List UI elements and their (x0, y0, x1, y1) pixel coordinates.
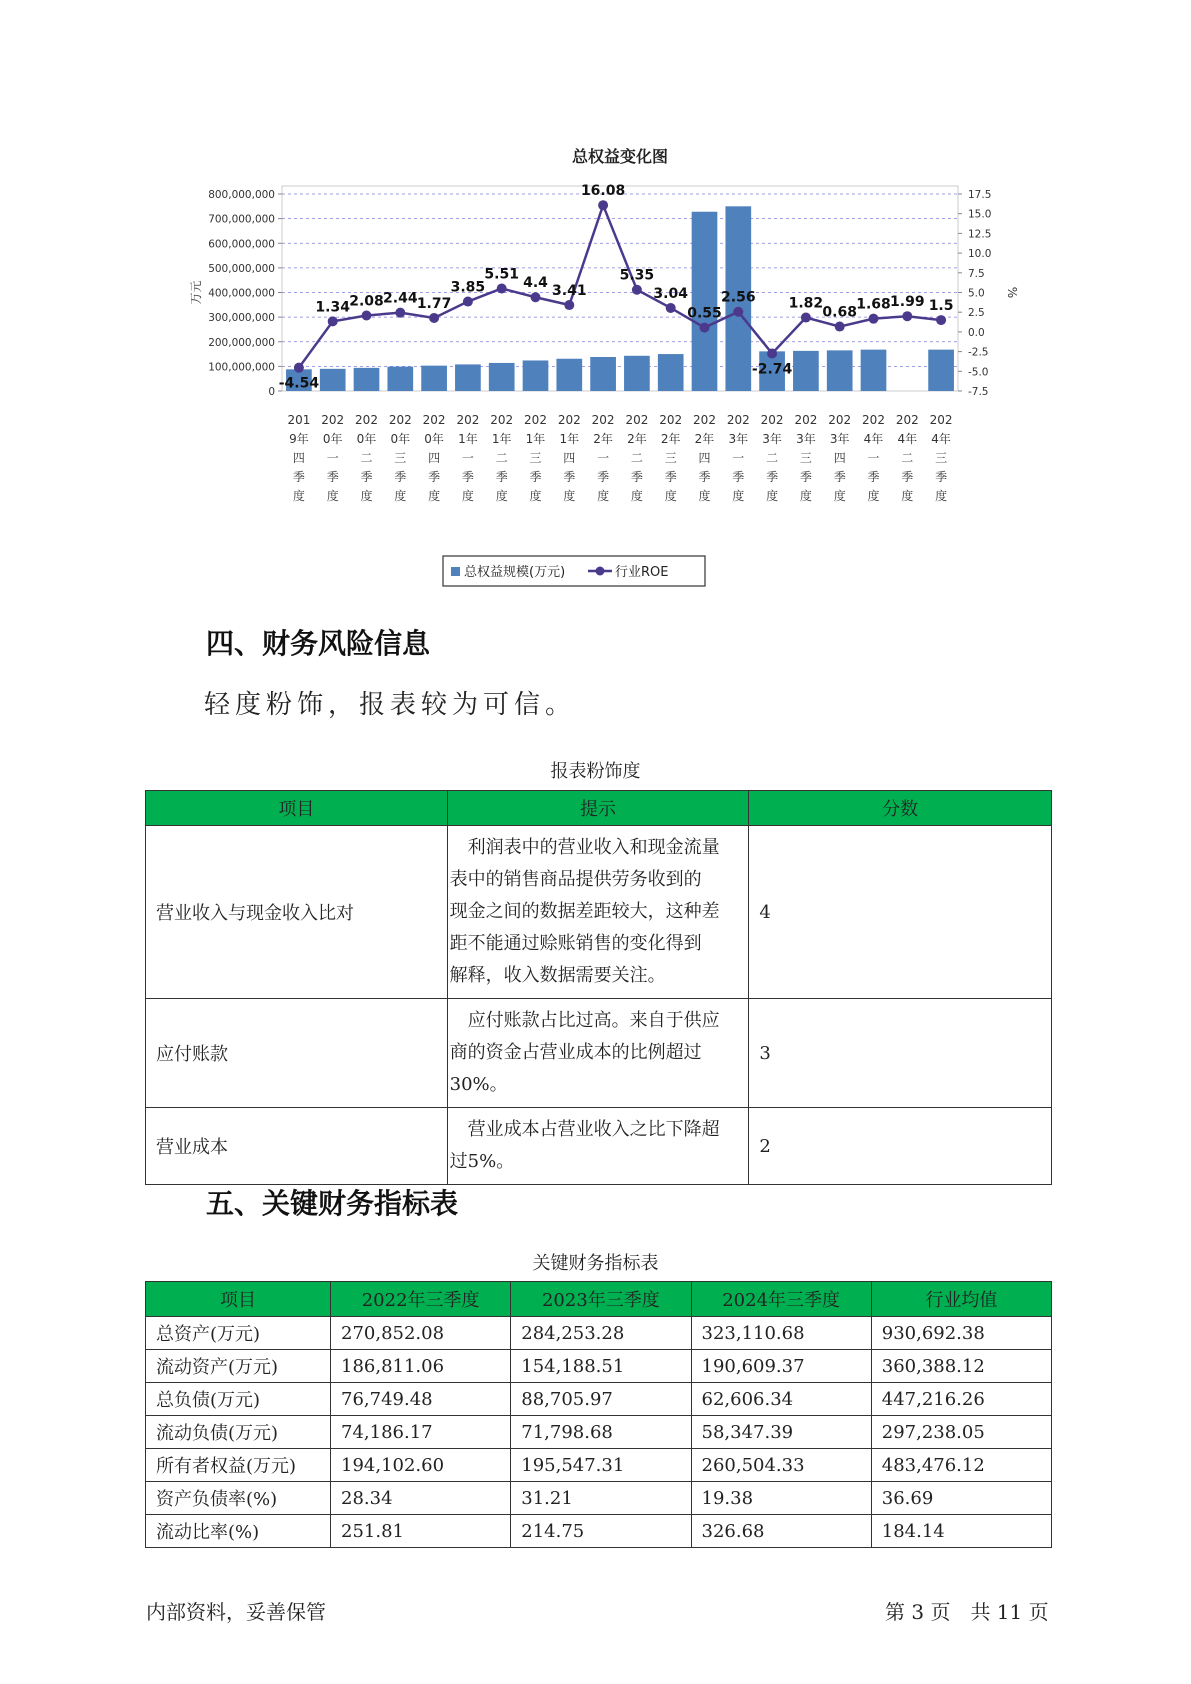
risk-item: 营业成本 (146, 1108, 448, 1185)
x-tick-label: 0年 (424, 432, 444, 446)
kpi-2024q3: 19.38 (691, 1482, 871, 1515)
section4-heading: 四、财务风险信息 (206, 627, 431, 660)
kpi-industry-avg: 483,476.12 (871, 1449, 1051, 1482)
roe-point (294, 363, 304, 373)
kpi-header-2022q3: 2022年三季度 (331, 1282, 511, 1317)
roe-point (362, 311, 372, 321)
x-tick-label: 四 (833, 451, 846, 465)
y2-tick-label: 7.5 (968, 267, 985, 280)
x-tick-label: 四 (428, 451, 441, 465)
y2-tick-label: -7.5 (968, 386, 989, 398)
roe-point (869, 314, 879, 324)
x-tick-label: 三 (799, 451, 812, 465)
y2-tick-label: -2.5 (968, 346, 989, 359)
risk-summary: 轻度粉饰，报表较为可信。 (204, 690, 577, 720)
x-tick-label: 2年 (627, 432, 647, 446)
roe-point (463, 297, 473, 307)
x-tick-label: 度 (360, 489, 373, 503)
x-tick-label: 度 (766, 489, 779, 503)
roe-data-label: -2.74 (751, 361, 793, 378)
bar (793, 351, 819, 391)
kpi-2022q3: 28.34 (331, 1482, 511, 1515)
table-row (146, 1108, 1052, 1185)
y2-tick-label: 5.0 (968, 287, 985, 300)
legend-line-marker (596, 567, 605, 576)
x-tick-label: 季 (360, 470, 373, 484)
x-tick-label: 202 (895, 413, 919, 427)
x-tick-label: 度 (326, 489, 339, 503)
header-tip: 提示 (447, 791, 749, 826)
x-tick-label: 一 (326, 451, 339, 465)
roe-point (632, 285, 642, 295)
x-tick-label: 度 (563, 489, 576, 503)
kpi-industry-avg: 36.69 (871, 1482, 1051, 1515)
x-tick-label: 1年 (491, 432, 512, 446)
y-tick-label: 500,000,000 (208, 262, 275, 275)
x-tick-label: 季 (563, 470, 576, 484)
x-tick-label: 四 (292, 451, 305, 465)
x-tick-label: 度 (597, 489, 610, 503)
kpi-2023q3: 154,188.51 (511, 1350, 691, 1383)
equity-chart (180, 138, 1019, 598)
kpi-2022q3: 74,186.17 (331, 1416, 511, 1449)
bar (590, 357, 616, 391)
risk-item: 营业收入与现金收入比对 (146, 826, 448, 999)
roe-data-label: 2.56 (721, 289, 756, 306)
roe-point (497, 283, 507, 293)
x-tick-label: 度 (935, 489, 948, 503)
bar (928, 350, 954, 391)
x-tick-label: 季 (394, 470, 407, 484)
x-tick-label: 202 (929, 413, 953, 427)
x-tick-label: 202 (693, 413, 716, 427)
x-tick-label: 二 (766, 451, 779, 465)
x-tick-label: 3年 (796, 432, 816, 446)
risk-tip (447, 826, 749, 999)
risk-tip-line: 距不能通过赊账销售的变化得到 (449, 933, 702, 954)
roe-data-label: 3.04 (653, 285, 688, 302)
y-tick-label: 0 (268, 386, 275, 398)
risk-tip-line: 商的资金占营业成本的比例超过 (449, 1042, 702, 1063)
x-tick-label: 4年 (931, 432, 951, 446)
legend-line-label: 行业ROE (615, 565, 669, 580)
kpi-industry-avg: 184.14 (871, 1515, 1051, 1548)
y2-tick-label: 15.0 (968, 208, 992, 221)
y2-tick-label: 10.0 (968, 248, 992, 261)
x-tick-label: 202 (490, 413, 514, 427)
x-tick-label: 202 (862, 413, 885, 427)
x-tick-label: 度 (901, 489, 914, 503)
x-tick-label: 季 (428, 470, 441, 484)
y-tick-label: 800,000,000 (208, 189, 275, 201)
risk-tip-line: 过5%。 (449, 1151, 515, 1172)
kpi-2023q3: 195,547.31 (511, 1449, 691, 1482)
x-tick-label: 二 (901, 451, 914, 465)
x-tick-label: 202 (760, 413, 784, 427)
risk-table-header (146, 791, 1052, 826)
roe-data-label: 0.68 (822, 304, 857, 321)
table-row (146, 1317, 1052, 1350)
x-tick-label: 202 (422, 413, 446, 427)
roe-data-label: 2.08 (349, 293, 384, 310)
x-tick-label: 季 (461, 470, 474, 484)
x-tick-label: 一 (597, 451, 610, 465)
kpi-2024q3: 260,504.33 (691, 1449, 871, 1482)
roe-point (801, 313, 811, 323)
roe-point (328, 316, 338, 326)
x-tick-label: 度 (428, 489, 441, 503)
y2-axis-label: % (1005, 286, 1019, 299)
header-item: 项目 (146, 791, 448, 826)
x-tick-label: 0年 (356, 432, 377, 446)
kpi-2022q3: 194,102.60 (331, 1449, 511, 1482)
x-tick-label: 度 (664, 489, 677, 503)
kpi-2024q3: 62,606.34 (691, 1383, 871, 1416)
kpi-2022q3: 251.81 (331, 1515, 511, 1548)
bar (523, 360, 549, 391)
roe-data-label: 1.82 (788, 295, 824, 312)
x-tick-label: 三 (394, 451, 407, 465)
x-tick-label: 季 (630, 470, 643, 484)
kpi-header-item: 项目 (146, 1282, 331, 1317)
x-tick-label: 度 (495, 489, 508, 503)
x-tick-label: 202 (355, 413, 378, 427)
x-tick-label: 季 (935, 470, 948, 484)
roe-point (531, 292, 541, 302)
x-tick-label: 度 (833, 489, 846, 503)
roe-data-label: 1.68 (856, 296, 891, 313)
legend-bar-swatch (451, 567, 460, 576)
x-tick-label: 季 (664, 470, 677, 484)
kpi-2023q3: 71,798.68 (511, 1416, 691, 1449)
kpi-item: 总负债(万元) (146, 1383, 331, 1416)
roe-point (902, 311, 912, 321)
kpi-item: 资产负债率(%) (146, 1482, 331, 1515)
roe-data-label: 1.34 (315, 299, 350, 316)
x-tick-label: 度 (698, 489, 711, 503)
bar (387, 367, 413, 391)
x-tick-label: 一 (461, 451, 474, 465)
risk-score: 3 (749, 999, 1052, 1108)
x-tick-label: 度 (630, 489, 643, 503)
roe-data-label: 3.85 (450, 279, 486, 296)
x-tick-label: 季 (867, 470, 880, 484)
risk-table-caption: 报表粉饰度 (550, 761, 641, 782)
x-tick-label: 3年 (728, 432, 749, 446)
y-tick-label: 300,000,000 (208, 312, 275, 325)
x-tick-label: 季 (529, 470, 542, 484)
x-tick-label: 0年 (322, 432, 343, 446)
kpi-item: 总资产(万元) (146, 1317, 331, 1350)
bar (861, 350, 887, 391)
roe-data-label: 3.41 (552, 283, 587, 300)
roe-point (564, 300, 574, 310)
roe-point (666, 303, 676, 313)
legend-bar-label: 总权益规模(万元) (464, 565, 566, 580)
roe-data-label: 5.35 (619, 267, 655, 284)
chart-title: 总权益变化图 (571, 147, 669, 166)
section5-heading: 五、关键财务指标表 (206, 1187, 459, 1220)
x-tick-label: 季 (732, 470, 745, 484)
kpi-industry-avg: 447,216.26 (871, 1383, 1051, 1416)
x-tick-label: 202 (625, 413, 649, 427)
bar (692, 212, 718, 391)
roe-data-label: 2.44 (383, 290, 418, 307)
risk-tip-line: 营业成本占营业收入之比下降超 (467, 1119, 720, 1140)
y2-tick-label: -5.0 (968, 366, 989, 379)
kpi-item: 所有者权益(万元) (146, 1449, 331, 1482)
kpi-2023q3: 88,705.97 (511, 1383, 691, 1416)
y2-tick-label: 0.0 (968, 326, 985, 339)
table-row (146, 999, 1052, 1108)
kpi-industry-avg: 297,238.05 (871, 1416, 1051, 1449)
equity-chart-svg (180, 138, 1019, 598)
bar (421, 366, 447, 391)
kpi-2023q3: 31.21 (511, 1482, 691, 1515)
footer-page-number: 第 3 页 共 11 页 (885, 1600, 1049, 1624)
risk-tip-line: 解释，收入数据需要关注。 (449, 965, 666, 986)
table-row (146, 1515, 1052, 1548)
x-tick-label: 202 (794, 413, 818, 427)
x-tick-label: 一 (732, 451, 745, 465)
roe-point (429, 313, 439, 323)
kpi-table-header (146, 1282, 1052, 1317)
x-tick-label: 4年 (897, 432, 918, 446)
roe-data-label: 5.51 (484, 266, 519, 283)
bar (455, 364, 481, 391)
footer-confidential: 内部资料，妥善保管 (146, 1600, 326, 1624)
risk-score: 2 (749, 1108, 1052, 1185)
x-tick-label: 1年 (458, 432, 478, 446)
roe-point (395, 308, 405, 318)
kpi-item: 流动资产(万元) (146, 1350, 331, 1383)
x-tick-label: 二 (630, 451, 643, 465)
roe-point (700, 323, 710, 333)
x-tick-label: 202 (828, 413, 852, 427)
risk-tip (447, 999, 749, 1108)
kpi-table-body (146, 1317, 1052, 1548)
kpi-2024q3: 326.68 (691, 1515, 871, 1548)
x-tick-label: 3年 (829, 432, 850, 446)
kpi-header-industry-avg: 行业均值 (871, 1282, 1051, 1317)
x-tick-label: 一 (867, 451, 880, 465)
table-row (146, 826, 1052, 999)
x-tick-label: 二 (495, 451, 508, 465)
roe-data-label: 1.77 (416, 295, 452, 312)
x-tick-label: 三 (664, 451, 677, 465)
x-tick-label: 季 (495, 470, 508, 484)
y-tick-label: 400,000,000 (208, 287, 275, 300)
kpi-item: 流动比率(%) (146, 1515, 331, 1548)
x-tick-label: 三 (935, 451, 948, 465)
y2-tick-label: 2.5 (968, 307, 985, 320)
kpi-2022q3: 76,749.48 (331, 1383, 511, 1416)
x-tick-label: 4年 (863, 432, 884, 446)
kpi-table-caption: 关键财务指标表 (532, 1253, 659, 1274)
y-tick-label: 700,000,000 (208, 213, 275, 226)
risk-tip (447, 1108, 749, 1185)
x-tick-label: 度 (292, 489, 305, 503)
x-tick-label: 2年 (660, 432, 681, 446)
x-tick-label: 1年 (559, 432, 580, 446)
x-tick-label: 2年 (694, 432, 715, 446)
bar (658, 354, 684, 391)
risk-tip-line: 现金之间的数据差距较大，这种差 (449, 901, 720, 922)
y-axis-label: 万元 (189, 280, 203, 305)
x-tick-label: 度 (799, 489, 812, 503)
risk-item: 应付账款 (146, 999, 448, 1108)
kpi-table (145, 1281, 1052, 1548)
x-tick-label: 202 (591, 413, 615, 427)
x-tick-label: 度 (461, 489, 474, 503)
y-tick-label: 600,000,000 (208, 238, 275, 251)
x-tick-label: 季 (698, 470, 711, 484)
x-tick-label: 2年 (593, 432, 613, 446)
x-tick-label: 202 (456, 413, 480, 427)
y-tick-label: 200,000,000 (208, 336, 275, 349)
kpi-industry-avg: 930,692.38 (871, 1317, 1051, 1350)
roe-point (733, 307, 743, 317)
bar (354, 368, 380, 391)
risk-tip-line: 表中的销售商品提供劳务收到的 (449, 869, 702, 890)
kpi-header-2024q3: 2024年三季度 (691, 1282, 871, 1317)
header-score: 分数 (749, 791, 1052, 826)
risk-tip-line: 应付账款占比过高。来自于供应 (467, 1010, 720, 1031)
x-tick-label: 四 (563, 451, 576, 465)
roe-point (598, 200, 608, 210)
x-tick-label: 季 (901, 470, 914, 484)
table-row (146, 1350, 1052, 1383)
kpi-2024q3: 190,609.37 (691, 1350, 871, 1383)
x-tick-label: 季 (766, 470, 779, 484)
x-tick-label: 季 (326, 470, 339, 484)
bar (827, 350, 853, 391)
x-tick-label: 201 (287, 413, 311, 427)
x-tick-label: 度 (394, 489, 407, 503)
x-tick-label: 季 (597, 470, 610, 484)
table-row (146, 1482, 1052, 1515)
y2-tick-label: 12.5 (968, 228, 992, 241)
x-tick-label: 季 (799, 470, 812, 484)
y-tick-label: 100,000,000 (208, 361, 275, 374)
kpi-2022q3: 270,852.08 (331, 1317, 511, 1350)
table-row (146, 1416, 1052, 1449)
roe-point (936, 315, 946, 325)
kpi-2023q3: 284,253.28 (511, 1317, 691, 1350)
x-tick-label: 202 (557, 413, 581, 427)
x-tick-label: 202 (726, 413, 750, 427)
bar (489, 363, 515, 391)
x-tick-label: 二 (360, 451, 373, 465)
risk-table (145, 790, 1052, 1185)
table-row (146, 1383, 1052, 1416)
x-tick-label: 季 (833, 470, 846, 484)
x-tick-label: 202 (659, 413, 683, 427)
x-tick-label: 度 (867, 489, 880, 503)
kpi-industry-avg: 360,388.12 (871, 1350, 1051, 1383)
kpi-2022q3: 186,811.06 (331, 1350, 511, 1383)
x-tick-label: 0年 (390, 432, 411, 446)
bar (556, 359, 582, 391)
bar (320, 369, 346, 391)
roe-data-label: 1.5 (928, 298, 954, 315)
y2-tick-label: 17.5 (968, 189, 992, 201)
x-tick-label: 四 (698, 451, 711, 465)
roe-data-label: 16.08 (580, 183, 626, 200)
x-tick-label: 3年 (762, 432, 782, 446)
kpi-2024q3: 323,110.68 (691, 1317, 871, 1350)
x-tick-label: 202 (321, 413, 345, 427)
x-tick-label: 度 (529, 489, 542, 503)
risk-tip-line: 利润表中的营业收入和现金流量 (467, 837, 720, 858)
risk-score: 4 (749, 826, 1052, 999)
x-tick-label: 度 (732, 489, 745, 503)
kpi-header-2023q3: 2023年三季度 (511, 1282, 691, 1317)
roe-point (767, 348, 777, 358)
kpi-2024q3: 58,347.39 (691, 1416, 871, 1449)
roe-data-label: -4.54 (278, 375, 320, 392)
x-tick-label: 202 (388, 413, 412, 427)
bar (624, 356, 650, 391)
plot-area (282, 186, 958, 391)
x-tick-label: 9年 (289, 432, 309, 446)
x-tick-label: 202 (524, 413, 547, 427)
risk-tip-line: 30%。 (449, 1074, 508, 1095)
roe-data-label: 0.55 (687, 305, 722, 322)
kpi-2023q3: 214.75 (511, 1515, 691, 1548)
x-tick-label: 三 (529, 451, 542, 465)
roe-data-label: 4.4 (523, 275, 548, 292)
roe-point (835, 322, 845, 332)
kpi-item: 流动负债(万元) (146, 1416, 331, 1449)
x-tick-label: 1年 (525, 432, 546, 446)
roe-data-label: 1.99 (890, 294, 925, 311)
x-tick-label: 季 (292, 470, 305, 484)
table-row (146, 1449, 1052, 1482)
